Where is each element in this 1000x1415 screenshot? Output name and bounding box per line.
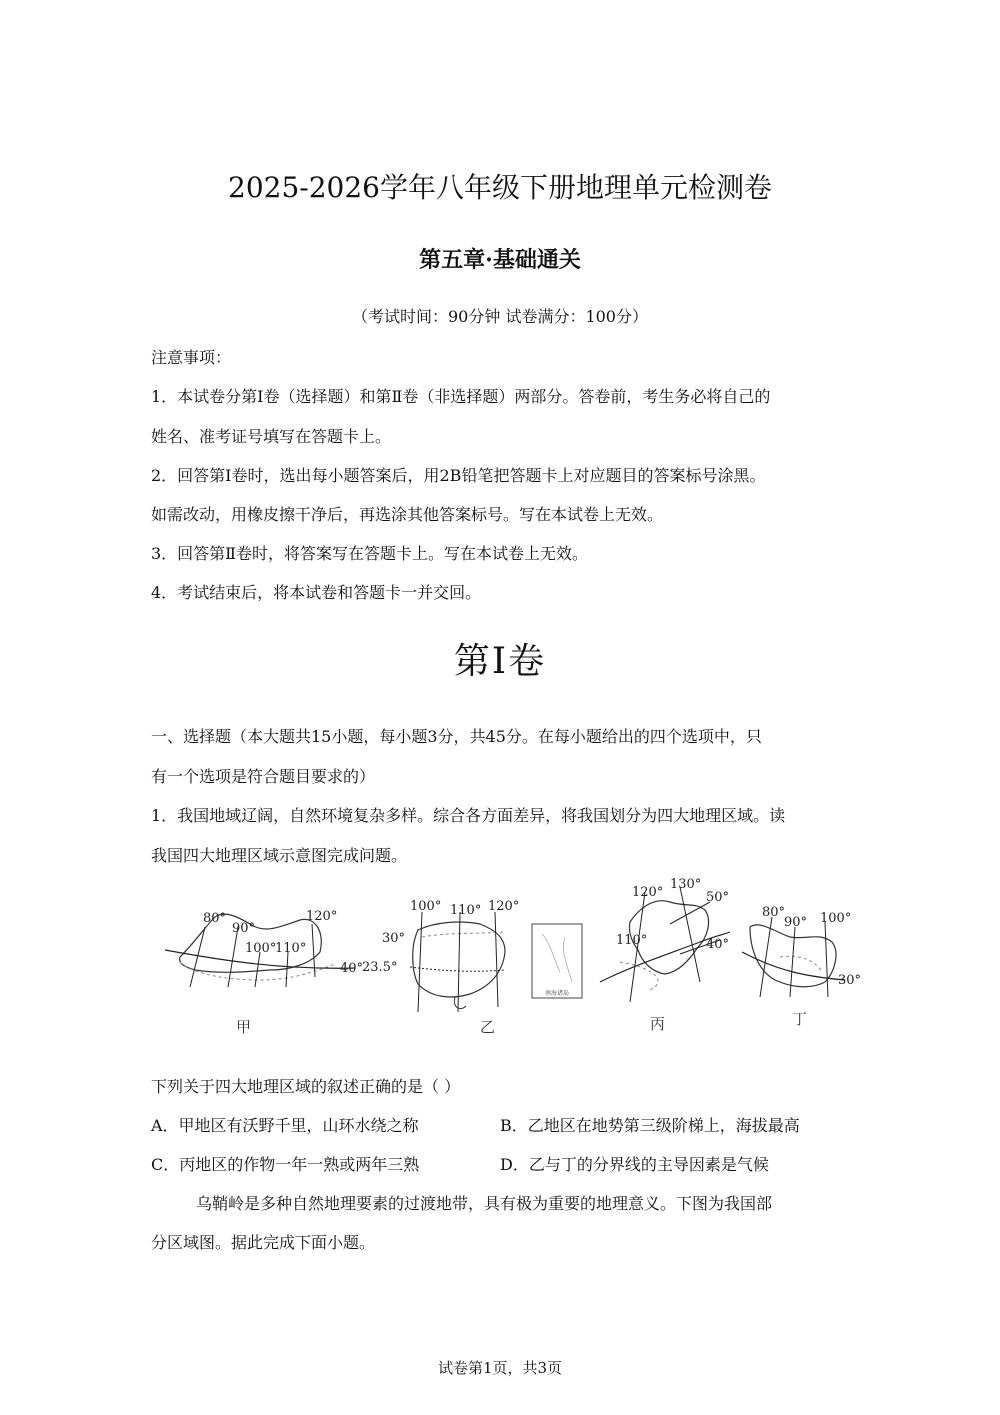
- map-yi-label: 110°: [450, 903, 482, 918]
- map-ding-label: 30°: [838, 973, 862, 988]
- south-sea-inset: [532, 924, 582, 998]
- option-d: D．乙与丁的分界线的主导因素是气候: [500, 1155, 769, 1174]
- notice-line: 4．考试结束后，将本试卷和答题卡一并交回。: [151, 583, 482, 602]
- map-yi-label: 120°: [488, 899, 520, 914]
- notice-line: 2．回答第Ⅰ卷时，选出每小题答案后，用2B铅笔把答题卡上对应题目的答案标号涂黑。: [151, 466, 766, 485]
- option-a: A．甲地区有沃野千里，山环水绕之称: [151, 1116, 419, 1135]
- map-bing-label: 120°: [632, 885, 664, 900]
- question-prompt: 下列关于四大地理区域的叙述正确的是（ ）: [151, 1077, 461, 1096]
- south-sea-inset-label: 南海诸岛: [544, 990, 570, 997]
- map-ding-caption: 丁: [792, 1010, 808, 1028]
- map-bing-label: 40°: [706, 937, 730, 952]
- map-bing: [600, 877, 730, 1033]
- map-yi-label: 30°: [382, 931, 406, 946]
- map-yi-label: 100°: [410, 899, 442, 914]
- notice-line: 如需改动，用橡皮擦干净后，再选涂其他答案标号。写在本试卷上无效。: [151, 505, 664, 524]
- section-title: 第Ⅰ卷: [453, 641, 547, 682]
- four-regions-figure: [160, 872, 870, 1047]
- passage-line: 分区域图。据此完成下面小题。: [151, 1233, 376, 1252]
- map-yi-label: 23.5°: [362, 960, 398, 975]
- map-jia-label: 90°: [232, 921, 256, 936]
- map-bing-label: 110°: [616, 933, 648, 948]
- option-c: C．丙地区的作物一年一熟或两年三熟: [151, 1155, 420, 1174]
- map-jia-label: 100°: [245, 941, 277, 956]
- map-yi: [362, 899, 582, 1036]
- exam-subtitle: 第五章·基础通关: [419, 247, 581, 273]
- map-jia: [165, 909, 363, 1036]
- map-ding-label: 100°: [820, 911, 852, 926]
- map-jia-caption: 甲: [236, 1018, 252, 1036]
- question-stem: 我国四大地理区域示意图完成问题。: [151, 846, 408, 865]
- map-jia-label: 40°: [340, 961, 364, 976]
- map-jia-label: 120°: [306, 909, 338, 924]
- map-ding-label: 80°: [762, 905, 786, 920]
- section-instruction: 一、选择题（本大题共15小题，每小题3分，共45分。在每小题给出的四个选项中，只: [151, 727, 762, 746]
- notice-line: 姓名、准考证号填写在答题卡上。: [151, 427, 392, 446]
- option-b: B．乙地区在地势第三级阶梯上，海拔最高: [500, 1116, 800, 1135]
- exam-info: （考试时间：90分钟 试卷满分：100分）: [352, 307, 648, 326]
- map-ding: [742, 905, 861, 1028]
- map-ding-label: 90°: [784, 915, 808, 930]
- section-instruction: 有一个选项是符合题目要求的）: [151, 767, 376, 786]
- map-bing-caption: 丙: [650, 1015, 666, 1033]
- question-stem: 1．我国地域辽阔，自然环境复杂多样。综合各方面差异，将我国划分为四大地理区域。读: [151, 806, 786, 825]
- notice-heading: 注意事项：: [151, 348, 232, 367]
- notice-line: 1．本试卷分第Ⅰ卷（选择题）和第Ⅱ卷（非选择题）两部分。答卷前，考生务必将自己的: [151, 387, 771, 406]
- map-yi-caption: 乙: [480, 1018, 496, 1036]
- map-bing-label: 130°: [670, 877, 702, 892]
- passage-line: 乌鞘岭是多种自然地理要素的过渡地带，具有极为重要的地理意义。下图为我国部: [196, 1194, 773, 1213]
- page-footer: 试卷第1页，共3页: [437, 1359, 563, 1377]
- four-regions-maps: [160, 872, 870, 1047]
- map-jia-label: 80°: [203, 911, 227, 926]
- map-jia-label: 110°: [275, 941, 307, 956]
- exam-title: 2025-2026学年八年级下册地理单元检测卷: [228, 171, 772, 204]
- notice-line: 3．回答第Ⅱ卷时，将答案写在答题卡上。写在本试卷上无效。: [151, 544, 589, 563]
- map-bing-label: 50°: [706, 890, 730, 905]
